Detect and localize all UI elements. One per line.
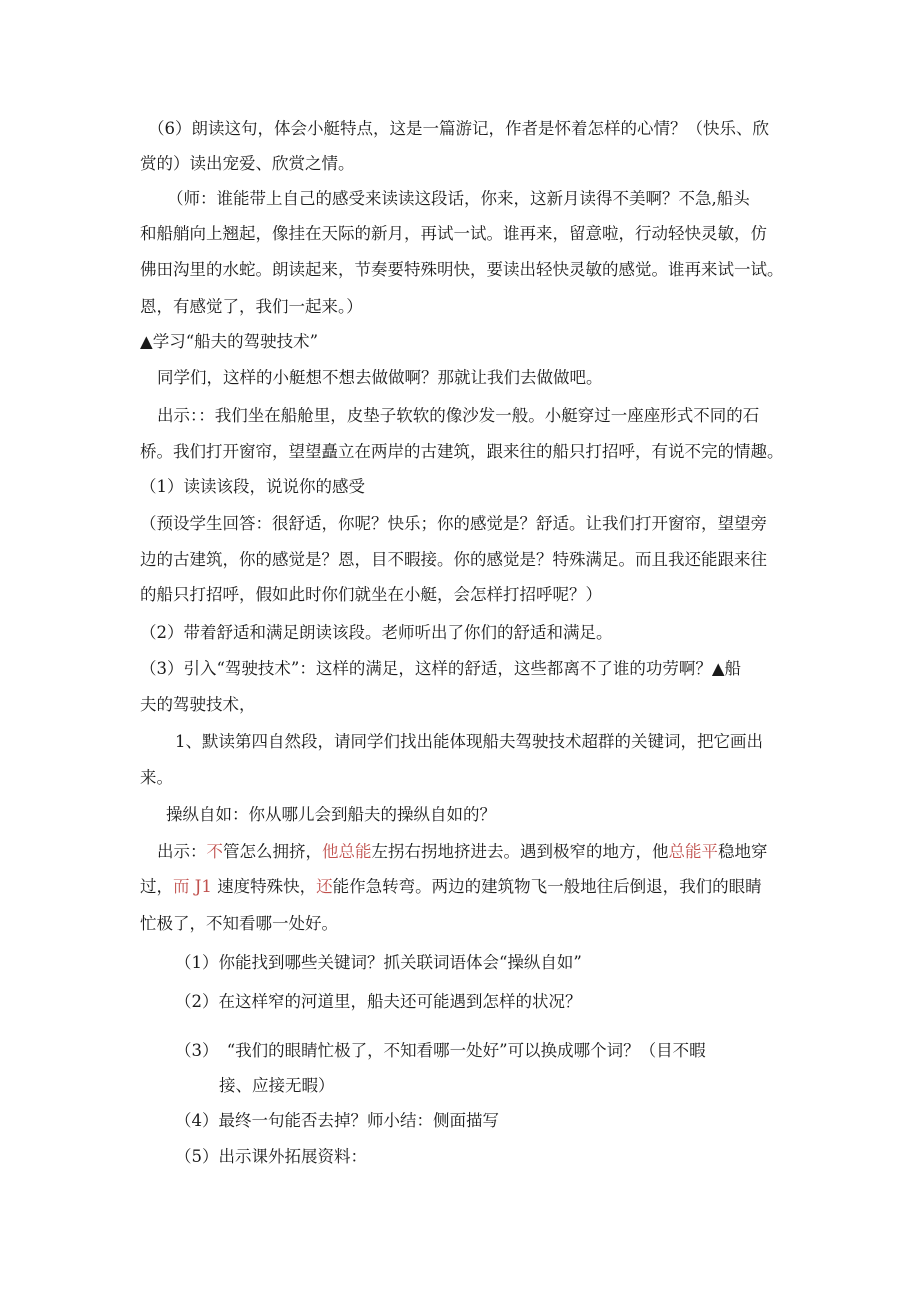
text-line: （1）读读该段，说说你的感受 [140,477,365,496]
highlight-text: 不 [206,842,223,861]
question-item: （5）出示课外拓展资料： [175,1147,367,1166]
plain-text: 左拐右拐地挤进去。遇到极窄的地方，他 [371,842,669,861]
highlight-text: 而 J1 [173,877,218,896]
highlighted-line [140,876,762,898]
plain-text: 出示： [157,842,207,861]
text-line: 佛田沟里的水蛇。朗读起来，节奏要特殊明快，要读出轻快灵敏的感觉。谁再来试一试。 [140,260,784,279]
highlight-text: 还 [316,877,333,896]
text-line: 操纵自如：你从哪儿会到船夫的操纵自如的？ [166,805,496,824]
plain-text: 过， [140,877,173,896]
text-line: 1、默读第四自然段，请同学们找出能体现船夫驾驶技术超群的关键词，把它画出 [175,732,763,751]
highlighted-line [157,841,768,863]
section-heading: ▲学习“船夫的驾驶技术” [140,332,319,351]
text-line: 和船艄向上翘起，像挂在天际的新月，再试一试。谁再来，留意啦，行动轻快灵敏，仿 [140,224,767,243]
text-line: 出示：：我们坐在船舱里，皮垫子软软的像沙发一般。小艇穿过一座座形式不同的石 [157,406,760,425]
text-line: 夫的驾驶技术， [140,695,256,714]
plain-text: 管怎么拥挤， [223,842,322,861]
text-line: （6）朗读这句，体会小艇特点，这是一篇游记，作者是怀着怎样的心情？（快乐、欣 [148,119,769,138]
text-line: （师：谁能带上自己的感受来读读这段话，你来，这新月读得不美啊？不急,船头 [167,189,750,208]
highlight-text: 他总能 [322,842,372,861]
question-item: （3） “我们的眼睛忙极了，不知看哪一处好”可以换成哪个词？（目不暇 [175,1041,706,1060]
question-item: （4）最终一句能否去掉？师小结：侧面描写 [175,1111,499,1130]
text-line: 的船只打招呼，假如此时你们就坐在小艇，会怎样打招呼呢？） [140,585,602,604]
plain-text: 稳地穿 [718,842,768,861]
text-line: 边的古建筑，你的感觉是？恩，目不暇接。你的感觉是？特殊满足。而且我还能跟来往 [140,550,767,569]
text-line: 赏的）读出宠爱、欣赏之情。 [140,154,355,173]
text-line: （2）带着舒适和满足朗读该段。老师听出了你们的舒适和满足。 [140,623,613,642]
highlight-text: 总能平 [668,842,718,861]
text-line: 同学们，这样的小艇想不想去做做啊？那就让我们去做做吧。 [157,368,603,387]
text-line: （预设学生回答：很舒适，你呢？快乐；你的感觉是？舒适。让我们打开窗帘，望望旁 [140,514,767,533]
question-item: （2）在这样窄的河道里，船夫还可能遇到怎样的状况？ [175,992,582,1011]
text-line: 桥。我们打开窗帘，望望矗立在两岸的古建筑，跟来往的船只打招呼，有说不完的情趣。 [140,442,784,461]
text-line: 接、应接无暇） [219,1076,335,1095]
text-line: （3）引入“驾驶技术”：这样的满足，这样的舒适，这些都离不了谁的功劳啊？▲船 [140,659,742,678]
text-line: 忙极了，不知看哪一处好。 [140,914,338,933]
question-item: （1）你能找到哪些关键词？抓关联词语体会“操纵自如” [175,953,582,972]
text-line: 恩，有感觉了，我们一起来。） [140,297,363,316]
plain-text: 速度特殊快， [217,877,317,896]
plain-text: 能作急转弯。两边的建筑物飞一般地往后倒退，我们的眼睛 [332,877,762,896]
text-line: 来。 [140,768,173,787]
